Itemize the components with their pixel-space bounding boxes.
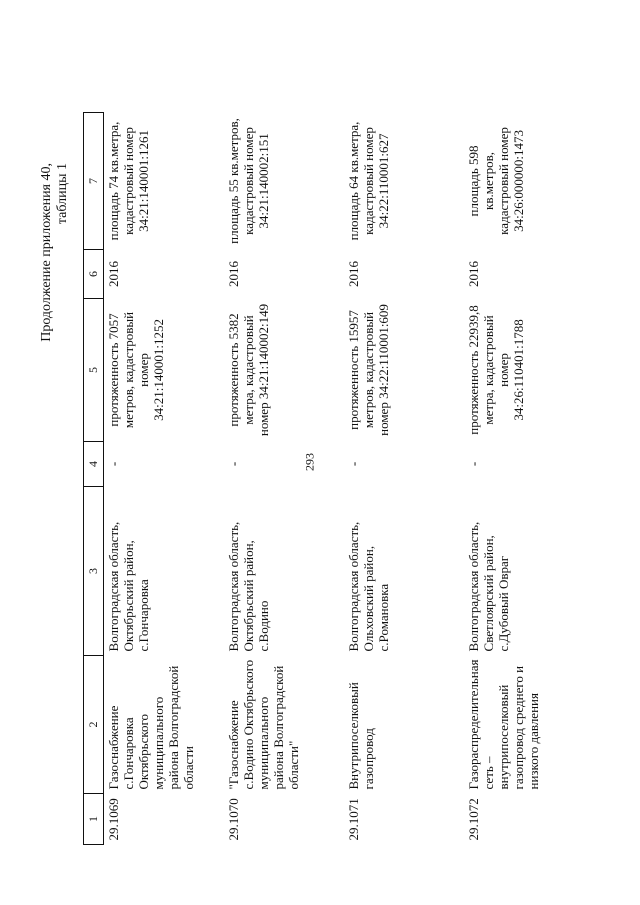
cell-number: 29.1069 xyxy=(106,798,121,841)
cell-address: Волгоградская область, Октябрьский район, с.Гончаровка xyxy=(106,521,151,652)
cell-number: 29.1071 xyxy=(346,798,361,841)
cell-area: площадь 64 кв.метра, кадастровый номер 34:22:110001:627 xyxy=(346,121,391,241)
header-col-3: 3 xyxy=(84,486,104,655)
header-col-2: 2 xyxy=(84,655,104,793)
cell-col4: - xyxy=(106,461,121,467)
cell-number: 29.1070 xyxy=(226,798,241,841)
header-col-4: 4 xyxy=(84,441,104,486)
header-col-7: 7 xyxy=(84,112,104,249)
header-col-1: 1 xyxy=(84,794,104,845)
register-table xyxy=(83,112,584,845)
table-row xyxy=(104,112,225,844)
cell-area: площадь 55 кв.метров, кадастровый номер 34:21:140002:151 xyxy=(226,118,271,244)
cell-area: площадь 598 кв.метров, кадастровый номер 34:26:000000:1473 xyxy=(466,127,526,235)
cell-length: протяженность 7057 метров, кадастровый номер 34:21:140001:1252 xyxy=(106,311,166,429)
cell-length: протяженность 5382 метра, кадастровый номер 34:21:140002:149 xyxy=(226,303,271,437)
cell-col4: - xyxy=(346,461,361,467)
table-row xyxy=(464,112,584,844)
cell-name: Газораспределительная сеть – внутрипоселковый газопровод среднего и низкого давления xyxy=(466,659,541,790)
cell-address: Волгоградская область, Октябрьский район, с.Водино xyxy=(226,521,271,652)
caption-line-2: таблицы 1 xyxy=(55,163,70,225)
cell-area: площадь 74 кв.метра, кадастровый номер 34:21:140001:1261 xyxy=(106,121,151,241)
header-col-6: 6 xyxy=(84,249,104,298)
page-number: 293 xyxy=(302,453,317,471)
header-col-5: 5 xyxy=(84,298,104,441)
cell-address: Волгоградская область, Светлоярский район, с.Дубовый Овраг xyxy=(466,521,511,652)
rotated-page xyxy=(0,55,635,855)
cell-name: Газоснабжение с.Гончаровка Октябрьского муниципального района Волгоградской области xyxy=(106,665,196,790)
table-caption xyxy=(39,163,71,342)
cell-address: Волгоградская область, Ольховский район, с.Романовка xyxy=(346,521,391,652)
cell-year: 2016 xyxy=(106,260,121,287)
cell-year: 2016 xyxy=(346,260,361,287)
cell-name: "Газоснабжение с.Водино Октябрьского муниципального района Волгоградской области" xyxy=(226,659,301,790)
table-row xyxy=(344,112,464,844)
header-row xyxy=(84,112,104,844)
cell-year: 2016 xyxy=(226,260,241,287)
cell-name: Внутрипоселковый газопровод xyxy=(346,682,376,790)
cell-col4: - xyxy=(226,461,241,467)
caption-line-1: Продолжение приложения 40, xyxy=(39,163,54,342)
cell-col4: - xyxy=(466,461,481,467)
cell-length: протяженность 22939,8 метра, кадастровый номер 34:26:110401:1788 xyxy=(466,305,526,435)
cell-length: протяженность 15957 метров, кадастровый номер 34:22:110001:609 xyxy=(346,304,391,436)
cell-year: 2016 xyxy=(466,260,481,287)
cell-number: 29.1072 xyxy=(466,798,481,841)
table-row xyxy=(224,112,344,844)
